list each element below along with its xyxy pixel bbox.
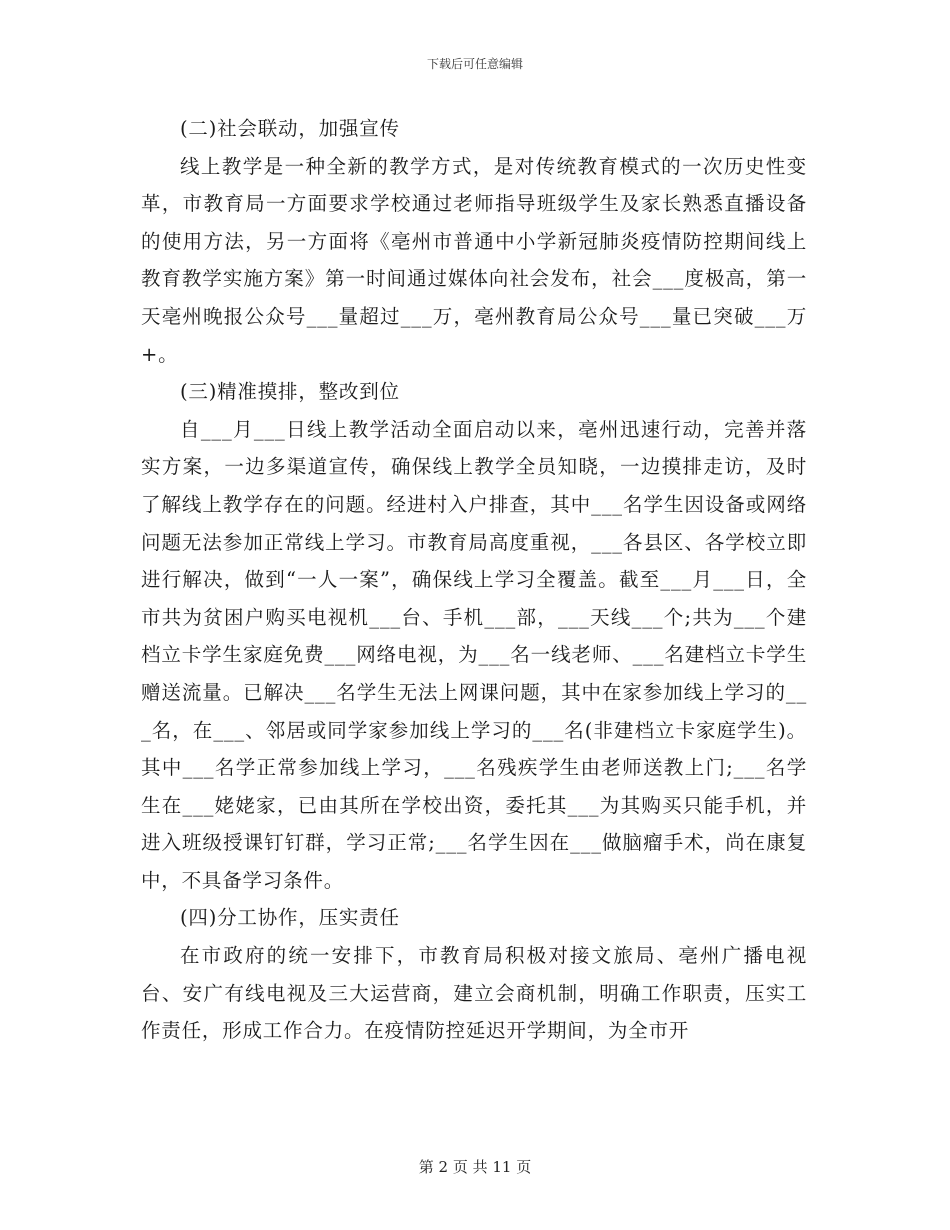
- section-division-of-labor: [141, 899, 807, 1049]
- section-heading: (四)分工协作，压实责任: [180, 906, 400, 930]
- section-social-linkage: [141, 110, 807, 373]
- page-number-footer: 第 2 页 共 11 页: [418, 1158, 532, 1176]
- body-paragraph: 自___月___日线上教学活动全面启动以来，亳州迅速行动，完善并落实方案，一边多渠道宣传，确保线上教学全员知晓，一边摸排走访，及时了解线上教学存在的问题。经进村入户排查，其中___名学生因设备或网络问题无法参加正常线上学习。市教育局高度重视，___各县区、各学校立即进行解决，做到“一人一案”，确保线上学习全覆盖。截至___月___日，全市共为贫困户购买电视机___台、手机___部，___天线___个;共为___个建档立卡学生家庭免费___网络电视，为___名一线老师、___名建档立卡学生赠送流量。已解决___名学生无法上网课问题，其中在家参加线上学习的___名，在___、邻居或同学家参加线上学习的___名(非建档立卡家庭学生)。其中___名学正常参加线上学习，___名残疾学生由老师送教上门;___名学生在___姥姥家，已由其所在学校出资，委托其___为其购买只能手机，并进入班级授课钉钉群，学习正常;___名学生因在___做脑瘤手术，尚在康复中，不具备学习条件。: [141, 417, 807, 892]
- body-paragraph: 在市政府的统一安排下，市教育局积极对接文旅局、亳州广播电视台、安广有线电视及三大运营商，建立会商机制，明确工作职责，压实工作责任，形成工作合力。在疫情防控延迟开学期间，为全市开: [141, 944, 807, 1043]
- section-precise-survey: [141, 373, 807, 899]
- section-heading: (三)精准摸排，整改到位: [180, 380, 400, 404]
- page-header-note: 下载后可任意编辑: [426, 57, 523, 71]
- body-paragraph: 线上教学是一种全新的教学方式，是对传统教育模式的一次历史性变革，市教育局一方面要求学校通过老师指导班级学生及家长熟悉直播设备的使用方法，另一方面将《亳州市普通中小学新冠肺炎疫情防控期间线上教育教学实施方案》第一时间通过媒体向社会发布，社会___度极高，第一天亳州晚报公众号___量超过___万，亳州教育局公众号___量已突破___万+。: [141, 154, 807, 366]
- section-heading: (二)社会联动，加强宣传: [180, 117, 400, 140]
- document-body: [141, 110, 807, 1050]
